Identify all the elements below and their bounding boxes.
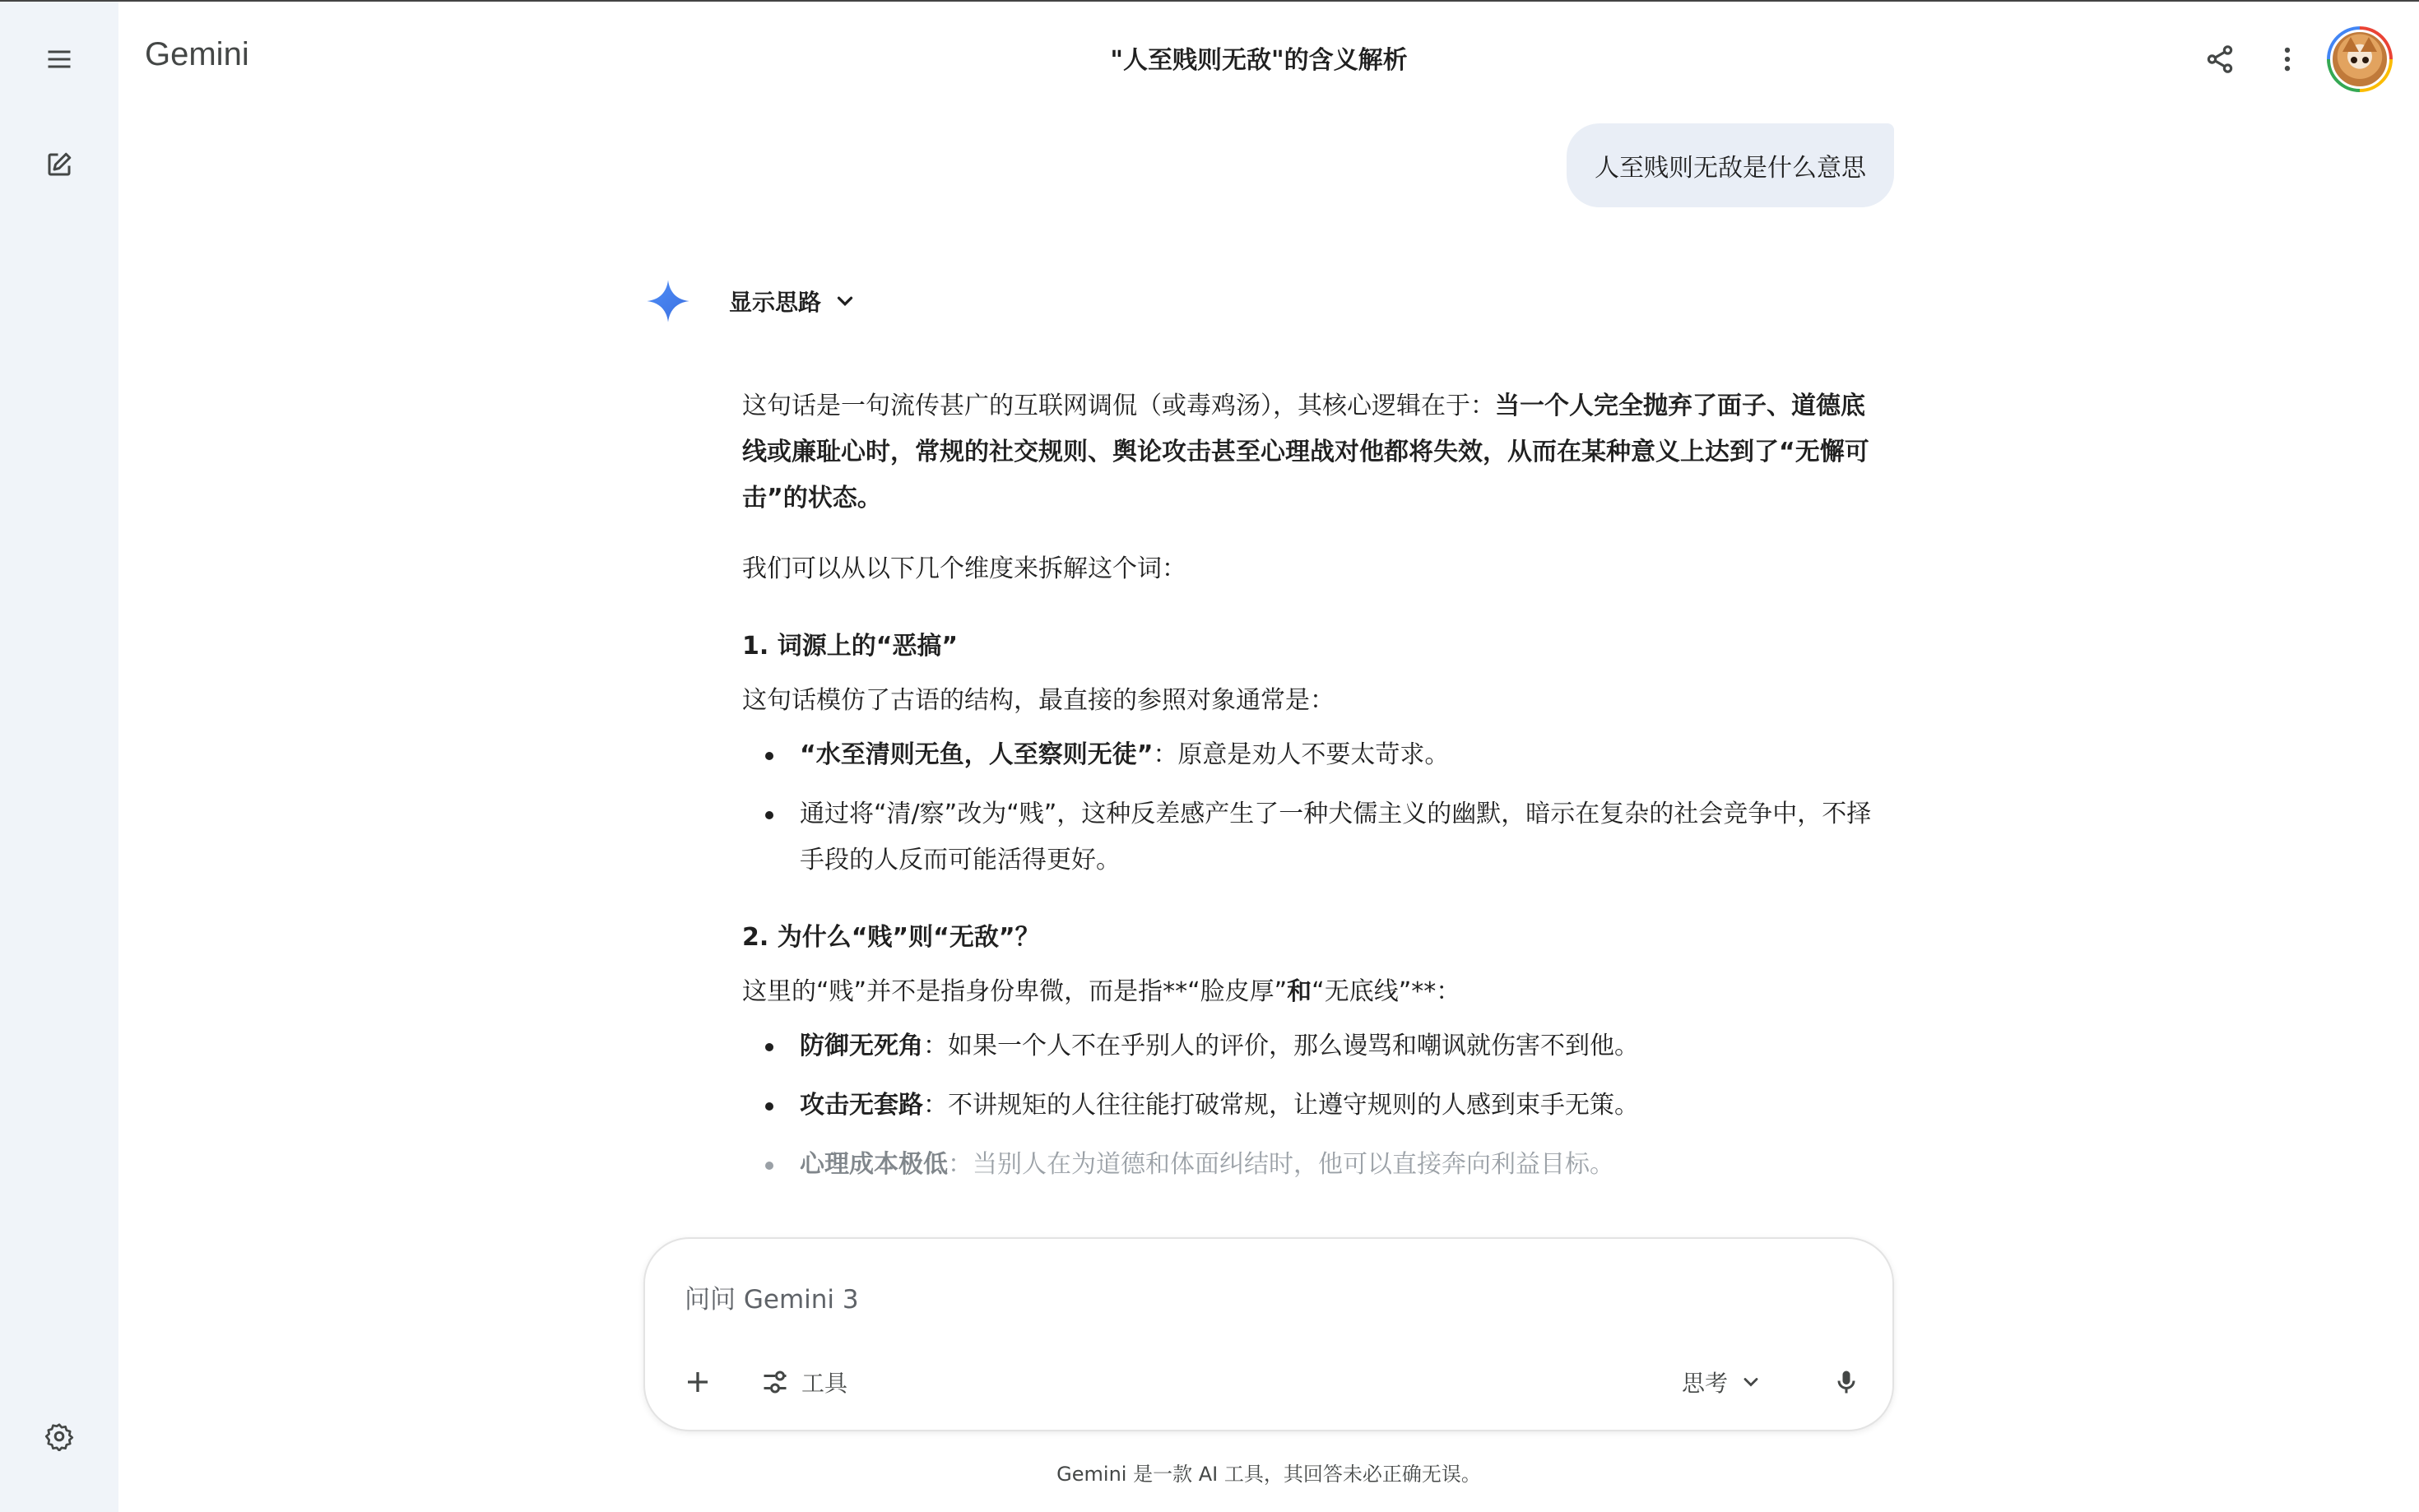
tools-icon bbox=[760, 1367, 790, 1397]
share-button[interactable] bbox=[2190, 30, 2250, 89]
more-vert-icon bbox=[2272, 44, 2303, 75]
hamburger-menu-icon bbox=[44, 44, 74, 74]
main-menu-button[interactable] bbox=[30, 30, 89, 89]
conversation-title: "人至贱则无敌"的含义解析 bbox=[1110, 46, 1408, 75]
list-item-text: ：原意是劝人不要太苛求。 bbox=[1153, 740, 1450, 769]
section2-text-bold: 和 bbox=[1287, 977, 1312, 1006]
list-item-bold: 心理成本极低 bbox=[800, 1150, 948, 1179]
response-intro bbox=[742, 383, 1886, 522]
add-attachment-button[interactable] bbox=[668, 1352, 727, 1412]
account-avatar[interactable] bbox=[2327, 26, 2393, 92]
mode-selector[interactable] bbox=[1672, 1352, 1772, 1412]
sidebar bbox=[0, 2, 118, 1512]
chevron-down-icon bbox=[1739, 1371, 1762, 1394]
new-chat-button[interactable] bbox=[30, 135, 89, 194]
gear-icon bbox=[44, 1422, 74, 1451]
prompt-input[interactable] bbox=[685, 1275, 1672, 1324]
list-item-text: ：不讲规矩的人往往能打破常规，让遵守规则的人感到束手无策。 bbox=[923, 1091, 1639, 1120]
list-item bbox=[742, 1023, 1886, 1069]
tools-label: 工具 bbox=[801, 1370, 848, 1397]
section1-heading: 1. 词源上的“恶搞” bbox=[742, 632, 959, 661]
chevron-down-icon bbox=[833, 289, 857, 313]
list-item-text: 通过将“清/察”改为“贱”，这种反差感产生了一种犬儒主义的幽默，暗示在复杂的社会竞争中，不择手段的人反而可能活得更好。 bbox=[800, 800, 1872, 874]
intro-text: 这句话是一句流传甚广的互联网调侃（或毒鸡汤），其核心逻辑在于： bbox=[742, 392, 1495, 420]
window-top-border bbox=[0, 0, 2419, 2]
edit-icon bbox=[44, 150, 74, 179]
list-item bbox=[742, 732, 1886, 778]
model-response bbox=[742, 383, 1886, 1204]
mic-icon bbox=[1832, 1367, 1861, 1397]
list-item bbox=[742, 1142, 1886, 1188]
list-item bbox=[742, 791, 1886, 884]
list-item-bold: “水至清则无鱼，人至察则无徒” bbox=[800, 740, 1154, 769]
section2-text-b: “无底线”**： bbox=[1312, 977, 1461, 1006]
list-item-bold: 攻击无套路 bbox=[800, 1091, 923, 1120]
avatar-image bbox=[2330, 30, 2389, 89]
share-icon bbox=[2204, 44, 2236, 75]
plus-icon bbox=[683, 1367, 713, 1397]
settings-button[interactable] bbox=[30, 1407, 89, 1466]
mode-label: 思考 bbox=[1682, 1370, 1729, 1397]
user-message-bubble bbox=[1567, 123, 1894, 207]
microphone-button[interactable] bbox=[1817, 1352, 1876, 1412]
section2-text-a: 这里的“贱”并不是指身份卑微，而是指**“脸皮厚” bbox=[742, 977, 1288, 1006]
list-item-text: ：当别人在为道德和体面纠结时，他可以直接奔向利益目标。 bbox=[948, 1150, 1614, 1179]
app-brand[interactable]: Gemini bbox=[145, 36, 249, 72]
section2-list bbox=[742, 1023, 1886, 1188]
show-thoughts-toggle[interactable] bbox=[729, 283, 857, 319]
intro-bold-text: 当一个人完全抛弃了面子、道德底线或廉耻心时，常规的社交规则、舆论攻击甚至心理战对他都将失效，从而在某种意义上达到了“无懈可击”的状态。 bbox=[742, 392, 1869, 513]
show-thoughts-label: 显示思路 bbox=[729, 289, 822, 316]
gemini-spark-icon bbox=[645, 278, 691, 324]
response-lead: 我们可以从以下几个维度来拆解这个词： bbox=[742, 554, 1186, 583]
user-message-text: 人至贱则无敌是什么意思 bbox=[1595, 154, 1866, 183]
list-item-text: ：如果一个人不在乎别人的评价，那么谩骂和嘲讽就伤害不到他。 bbox=[923, 1032, 1639, 1060]
section2-heading: 2. 为什么“贱”则“无敌”？ bbox=[742, 923, 1040, 952]
more-options-button[interactable] bbox=[2258, 30, 2317, 89]
section1-text: 这句话模仿了古语的结构，最直接的参照对象通常是： bbox=[742, 686, 1335, 715]
disclaimer-text: Gemini 是一款 AI 工具，其回答未必正确无误。 bbox=[1056, 1463, 1481, 1486]
list-item bbox=[742, 1083, 1886, 1129]
section2-text bbox=[742, 969, 1886, 1015]
list-item-bold: 防御无死角 bbox=[800, 1032, 923, 1060]
tools-button[interactable] bbox=[750, 1352, 857, 1412]
section1-list bbox=[742, 732, 1886, 884]
prompt-composer bbox=[643, 1237, 1894, 1431]
